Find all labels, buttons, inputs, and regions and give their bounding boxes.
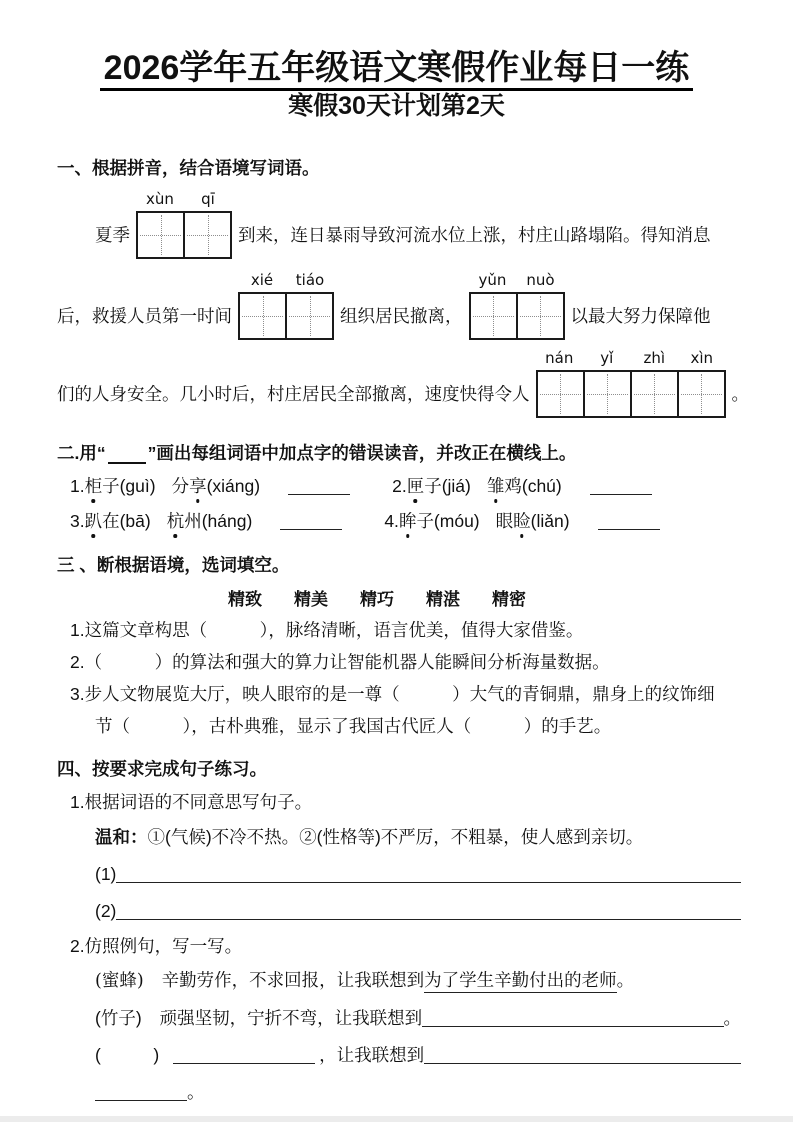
page-bottom-edge xyxy=(0,1116,793,1122)
item-number: 1. xyxy=(70,475,85,496)
writing-cell[interactable] xyxy=(240,294,287,338)
writing-cell[interactable] xyxy=(585,372,632,416)
section4-item2-label: 2.仿照例句，写一写。 xyxy=(70,935,243,956)
section1-heading: 一、根据拼音，结合语境写词语。 xyxy=(57,157,320,178)
word-with-dot xyxy=(85,473,156,499)
word-with-dot xyxy=(399,508,480,534)
section1-row1 xyxy=(95,189,753,259)
blank-label: (1) xyxy=(95,863,117,884)
dotted-char: 睑 xyxy=(513,508,531,534)
dotted-char: 享 xyxy=(189,473,207,499)
item-number: 2. xyxy=(392,475,407,496)
section3-item2: 2.（ ）的算法和强大的算力让智能机器人能瞬间分析海量数据。 xyxy=(70,651,610,672)
section2-heading xyxy=(57,442,748,464)
pinyin-syllable: yǐ xyxy=(600,348,614,367)
passage-text: 。 xyxy=(731,384,749,405)
tian-grid-xunqi[interactable] xyxy=(136,189,232,259)
heading-text: ”画出每组词语中加点字的错误读音，并改正在横线上。 xyxy=(147,442,577,463)
dotted-char: 杭 xyxy=(167,508,185,534)
word-with-dot xyxy=(496,508,570,534)
item-number: 3. xyxy=(70,510,85,531)
example-subject: (蜜蜂) xyxy=(95,970,144,991)
dotted-char: 眸 xyxy=(399,508,417,534)
writing-cell[interactable] xyxy=(287,294,332,338)
tail-end: 。 xyxy=(187,1081,205,1102)
writing-cell[interactable] xyxy=(632,372,679,416)
answer-blank-line[interactable] xyxy=(95,1099,187,1101)
tian-grid-nanyizhixin[interactable] xyxy=(536,348,726,418)
section1-row2 xyxy=(57,270,753,340)
writing-cell[interactable] xyxy=(185,213,230,257)
pinyin-syllable: yǔn xyxy=(478,270,507,289)
writing-cell[interactable] xyxy=(518,294,563,338)
tian-grid-xietiao[interactable] xyxy=(238,270,334,340)
pinyin-syllable: xié xyxy=(250,270,274,289)
answer-blank-line[interactable] xyxy=(288,493,350,495)
writing-line-2 xyxy=(95,898,741,924)
word-with-dot xyxy=(407,473,471,499)
section1-row3 xyxy=(57,348,753,418)
bamboo-body: 顽强坚韧，宁折不弯，让我联想到 xyxy=(159,1007,423,1028)
definition-term: 温和： xyxy=(95,826,148,847)
word-pre: 分 xyxy=(171,475,190,496)
passage-text: 夏季 xyxy=(95,225,130,246)
example-body: 辛勤劳作，不求回报，让我联想到 xyxy=(161,970,425,991)
definition-body: ①(气候)不冷不热。②(性格等)不严厉，不粗暴，使人感到亲切。 xyxy=(147,826,644,847)
word-post: 鸡(chú) xyxy=(504,475,562,496)
section3-item1: 1.这篇文章构思（ ），脉络清晰，语言优美，值得大家借鉴。 xyxy=(70,619,584,640)
section2-row1 xyxy=(70,473,793,499)
writing-cell[interactable] xyxy=(138,213,185,257)
word-post: 子(jiá) xyxy=(424,475,471,496)
writing-cell[interactable] xyxy=(471,294,518,338)
custom-subject: ( ) xyxy=(95,1044,160,1065)
passage-text: 以最大努力保障他 xyxy=(570,306,711,327)
pinyin-syllable: xùn xyxy=(146,189,174,208)
section2-row2 xyxy=(70,508,793,534)
pinyin-syllable: nuò xyxy=(526,270,555,289)
header xyxy=(0,0,793,121)
word-post: 子(guì) xyxy=(102,475,156,496)
pinyin-labels xyxy=(536,349,726,367)
passage-text: 们的人身安全。几小时后，村庄居民全部撤离，速度快得令人 xyxy=(57,384,530,405)
word-bank-item: 精湛 xyxy=(426,589,460,610)
custom-sentence xyxy=(95,1042,741,1068)
example-sentence xyxy=(95,968,793,994)
dotted-char: 雏 xyxy=(487,473,505,499)
answer-blank-line[interactable] xyxy=(424,1062,741,1064)
word-post: (liǎn) xyxy=(530,510,570,531)
bamboo-subject: (竹子) xyxy=(95,1007,142,1028)
answer-blank-line[interactable] xyxy=(590,493,652,495)
pinyin-syllable: zhì xyxy=(643,348,666,367)
dotted-char: 柜 xyxy=(85,473,103,499)
word-pre: 眼 xyxy=(495,510,514,531)
example-answer: 为了学生辛勤付出的老师 xyxy=(424,970,617,991)
answer-blank-line[interactable] xyxy=(280,528,342,530)
pinyin-labels xyxy=(136,190,232,208)
section4-heading: 四、按要求完成句子练习。 xyxy=(57,758,267,779)
word-bank-item: 精巧 xyxy=(360,589,394,610)
definition-line xyxy=(95,824,793,850)
pinyin-syllable: nán xyxy=(545,348,574,367)
word-bank xyxy=(228,585,793,610)
word-bank-item: 精致 xyxy=(228,589,262,610)
answer-blank-line[interactable] xyxy=(173,1062,315,1064)
passage-text: 组织居民撤离， xyxy=(340,306,463,327)
heading-blank-line xyxy=(108,448,146,464)
dotted-char: 匣 xyxy=(407,473,425,499)
dotted-char: 趴 xyxy=(85,508,103,534)
word-post: (xiáng) xyxy=(206,475,261,496)
word-with-dot xyxy=(172,473,261,499)
custom-mid: ，让我联想到 xyxy=(319,1044,425,1065)
bamboo-end: 。 xyxy=(723,1007,741,1028)
pinyin-labels xyxy=(238,271,334,289)
pinyin-syllable: qī xyxy=(201,189,215,208)
section3-item3-line2: 节（ ），古朴典雅，显示了我国古代匠人（ ）的手艺。 xyxy=(95,715,612,736)
pinyin-syllable: tiáo xyxy=(295,270,325,289)
word-with-dot xyxy=(85,508,151,534)
word-post: 子(móu) xyxy=(416,510,480,531)
writing-cells xyxy=(238,292,334,340)
word-with-dot xyxy=(167,508,253,534)
tian-grid-yunnuo[interactable] xyxy=(469,270,565,340)
blank-label: (2) xyxy=(95,900,117,921)
passage-text: 到来，连日暴雨导致河流水位上涨，村庄山路塌陷。得知消息 xyxy=(238,225,711,246)
example-end: 。 xyxy=(616,970,635,991)
section3-heading: 三 、断根据语境，选词填空。 xyxy=(57,554,290,575)
writing-cell[interactable] xyxy=(538,372,585,416)
word-post: 州(háng) xyxy=(184,510,253,531)
section4-item1-label: 1.根据词语的不同意思写句子。 xyxy=(70,791,313,812)
bamboo-sentence xyxy=(95,1005,741,1031)
word-bank-item: 精密 xyxy=(492,589,526,610)
heading-text: 二.用“ xyxy=(57,442,106,463)
section3-item3-line1: 3.步人文物展览大厅，映人眼帘的是一尊（ ）大气的青铜鼎，鼎身上的纹饰细 xyxy=(70,683,715,704)
pinyin-labels xyxy=(469,271,565,289)
writing-cell[interactable] xyxy=(679,372,724,416)
pinyin-syllable: xìn xyxy=(690,348,714,367)
passage-text: 后，救援人员第一时间 xyxy=(57,306,232,327)
word-with-dot xyxy=(487,473,562,499)
answer-blank-line[interactable] xyxy=(116,918,741,920)
word-post: 在(bā) xyxy=(102,510,151,531)
answer-blank-line[interactable] xyxy=(116,881,741,883)
writing-cells xyxy=(469,292,565,340)
answer-blank-line[interactable] xyxy=(422,1025,723,1027)
word-bank-item: 精美 xyxy=(294,589,328,610)
answer-blank-line[interactable] xyxy=(598,528,660,530)
custom-sentence-tail xyxy=(95,1079,741,1105)
writing-cells xyxy=(136,211,232,259)
page-subtitle: 寒假30天计划第2天 xyxy=(288,92,505,121)
item-number: 4. xyxy=(384,510,399,531)
writing-cells xyxy=(536,370,726,418)
writing-line-1 xyxy=(95,861,741,887)
page-title: 2026学年五年级语文寒假作业每日一练 xyxy=(100,50,694,91)
